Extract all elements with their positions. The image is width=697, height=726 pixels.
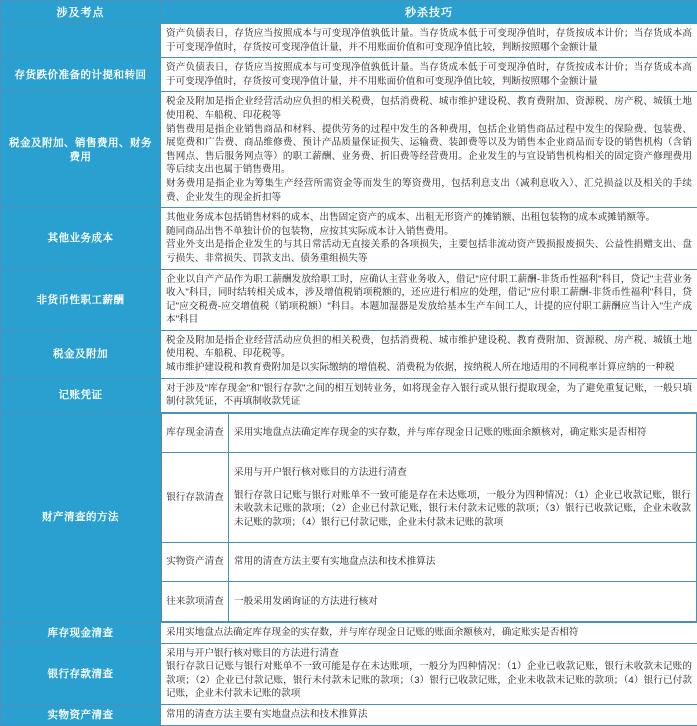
row-content <box>161 58 697 92</box>
header-cell-technique: 秒杀技巧 <box>161 1 697 24</box>
row-category: 库存现金清查 <box>1 623 161 644</box>
nested-method-table <box>161 413 697 622</box>
table-header-row <box>1 1 697 24</box>
paragraph: 采用实地盘点法确定库存现金的实存数，并与库存现金日记账的账面余额核对，确定账实是否相符 <box>166 626 692 640</box>
row-content <box>161 269 697 330</box>
paragraph: 资产负债表日，存货应当按照成本与可变现净值孰低计量。当存货成本低于可变现净值时，存货按成本计价；当存货成本高于可变现净值时，存货按可变现净值计量，并不用账面价值和可变现净值比较，判断按照哪个金额计量 <box>166 27 692 54</box>
paragraph: 银行存款日记账与银行对账单不一致可能是存在未达账项，一般分为四种情况：（1）企业已收款记账，银行未收款未记账的款项；（2）企业已付款记账，银行未付款未记账的款项；（3）银行已收款记账，企业未收款未记账的款项；（4）银行已付款记账，企业未付款未记账的款项 <box>234 489 691 529</box>
table-row <box>1 378 697 412</box>
table-row <box>1 412 697 622</box>
nested-row-detail <box>229 453 697 542</box>
paragraph: 资产负债表日，存货应当按照成本与可变现净值孰低计量。当存货成本低于可变现净值时，存货按成本计价；当存货成本高于可变现净值时，存货按可变现净值计量，并不用账面价值和可变现净值比较，判断按照哪个金额计量 <box>166 61 692 88</box>
table-row <box>1 643 697 704</box>
nested-row-label: 银行存款清查 <box>162 453 229 542</box>
paragraph: 企业以自产产品作为职工薪酬发放给职工时，应确认主营业务收入，借记"应付职工薪酬-非货币性福利"科目，贷记"主营业务收入"科目，同时结转相关成本，涉及增值税销项税额的，还应进行相应的处理，借记"应付职工薪酬-非货币性福利"科目，贷记"应交税费-应交增值税（销项税额）"科目。本题加湿器是发放给基本生产车间工人，计提的应付职工薪酬应当计入"生产成本"科目 <box>166 273 692 327</box>
row-category: 财产清查的方法 <box>1 412 161 622</box>
header-cell-topic: 涉及考点 <box>1 1 161 24</box>
row-category: 记账凭证 <box>1 378 161 412</box>
table-row <box>1 208 697 269</box>
table-row <box>1 24 697 58</box>
row-category: 实物资产清查 <box>1 705 161 726</box>
nested-row-label: 往来款项清查 <box>162 582 229 622</box>
row-category: 银行存款清查 <box>1 643 161 704</box>
row-content <box>161 24 697 58</box>
nested-row-detail <box>229 582 697 622</box>
nested-row-detail <box>229 413 697 453</box>
paragraph: 对于涉及"库存现金"和"银行存款"之间的相互划转业务，如将现金存入银行或从银行提取现金，为了避免重复记账，一般只填制付款凭证，不再填制收款凭证 <box>166 382 692 409</box>
paragraph: 营业外支出是指企业发生的与其日常活动无直接关系的各项损失，主要包括非流动资产毁损报废损失、公益性捐赠支出、盘亏损失、非常损失、罚款支出、债务重组损失等 <box>166 238 692 265</box>
row-content <box>161 623 697 644</box>
row-content <box>161 92 697 208</box>
paragraph: 税金及附加是指企业经营活动应负担的相关税费，包括消费税、城市维护建设税、教育费附加、资源税、房产税、城镇土地使用税、车船税、印花税等。 <box>166 334 692 361</box>
paragraph: 常用的清查方法主要有实地盘点法和技术推算法 <box>234 555 691 568</box>
nested-row-detail <box>229 542 697 582</box>
nested-row-label: 实物资产清查 <box>162 542 229 582</box>
paragraph: 银行存款日记账与银行对账单不一致可能是存在未达账项，一般分为四种情况：（1）企业已收款记账，银行未收款未记账的款项；（2）企业已付款记账，银行未付款未记账的款项；（3）银行已收款记账，企业未收款未记账的款项；（4）银行已付款记账，企业未付款未记账的款项 <box>166 660 692 701</box>
row-content <box>161 208 697 269</box>
table-body <box>1 24 697 726</box>
nested-row <box>162 453 697 542</box>
nested-row <box>162 542 697 582</box>
row-category <box>1 24 161 58</box>
paragraph: 随同商品出售不单独计价的包装物，应按其实际成本计入销售费用。 <box>166 225 692 239</box>
paragraph: 财务费用是指企业为筹集生产经营所需资金等而发生的筹资费用，包括利息支出（减利息收入）、汇兑损益以及相关的手续费、企业发生的现金折扣等 <box>166 177 692 204</box>
paragraph: 销售费用是指企业销售商品和材料、提供劳务的过程中发生的各种费用，包括企业销售商品过程中发生的保险费、包装费、展览费和广告费、商品维修费、预计产品质量保证损失、运输费、装卸费等以及为销售本企业商品而专设的销售机构（含销售网点、售后服务网点等）的职工薪酬、业务费、折旧费等经营费用。企业发生的与宣设销售机构相关的固定资产修理费用等后续支出也属于销售费用。 <box>166 123 692 177</box>
paragraph: 税金及附加是指企业经营活动应负担的相关税费，包括消费税、城市维护建设税、教育费附加、资源税、房产税、城镇土地使用税、车船税、印花税等 <box>166 95 692 122</box>
table-row <box>1 269 697 330</box>
paragraph: 常用的清查方法主要有实地盘点法和技术推算法 <box>166 708 692 722</box>
paragraph: 其他业务成本包括销售材料的成本、出售固定资产的成本、出租无形资产的摊销额、出租包装物的成本或摊销额等。 <box>166 211 692 225</box>
paragraph: 采用与开户银行核对账目的方法进行清查 <box>166 647 692 661</box>
row-content <box>161 643 697 704</box>
table-row <box>1 623 697 644</box>
nested-row <box>162 413 697 453</box>
paragraph: 采用实地盘点法确定库存现金的实存数，并与库存现金日记账的账面余额核对，确定账实是否相符 <box>234 426 691 439</box>
row-category: 非货币性职工薪酬 <box>1 269 161 330</box>
row-content <box>161 378 697 412</box>
paragraph: 采用与开户银行核对账目的方法进行清查 <box>234 466 691 479</box>
nested-row-label: 库存现金清查 <box>162 413 229 453</box>
row-category: 税金及附加 <box>1 330 161 378</box>
table-row <box>1 92 697 208</box>
row-category: 其他业务成本 <box>1 208 161 269</box>
row-category: 税金及附加、销售费用、财务费用 <box>1 92 161 208</box>
table-row <box>1 705 697 726</box>
row-content <box>161 330 697 378</box>
row-category: 存货跌价准备的计提和转回 <box>1 58 161 92</box>
row-content <box>161 705 697 726</box>
row-content <box>161 412 697 622</box>
paragraph: 城市维护建设税和教育费附加是以实际缴纳的增值税、消费税为依据，按纳税人所在地适用的不同税率计算应纳的一种税 <box>166 361 692 375</box>
nested-row <box>162 582 697 622</box>
table-row <box>1 330 697 378</box>
paragraph: 一般采用发函询证的方法进行核对 <box>234 595 691 608</box>
table-row <box>1 58 697 92</box>
